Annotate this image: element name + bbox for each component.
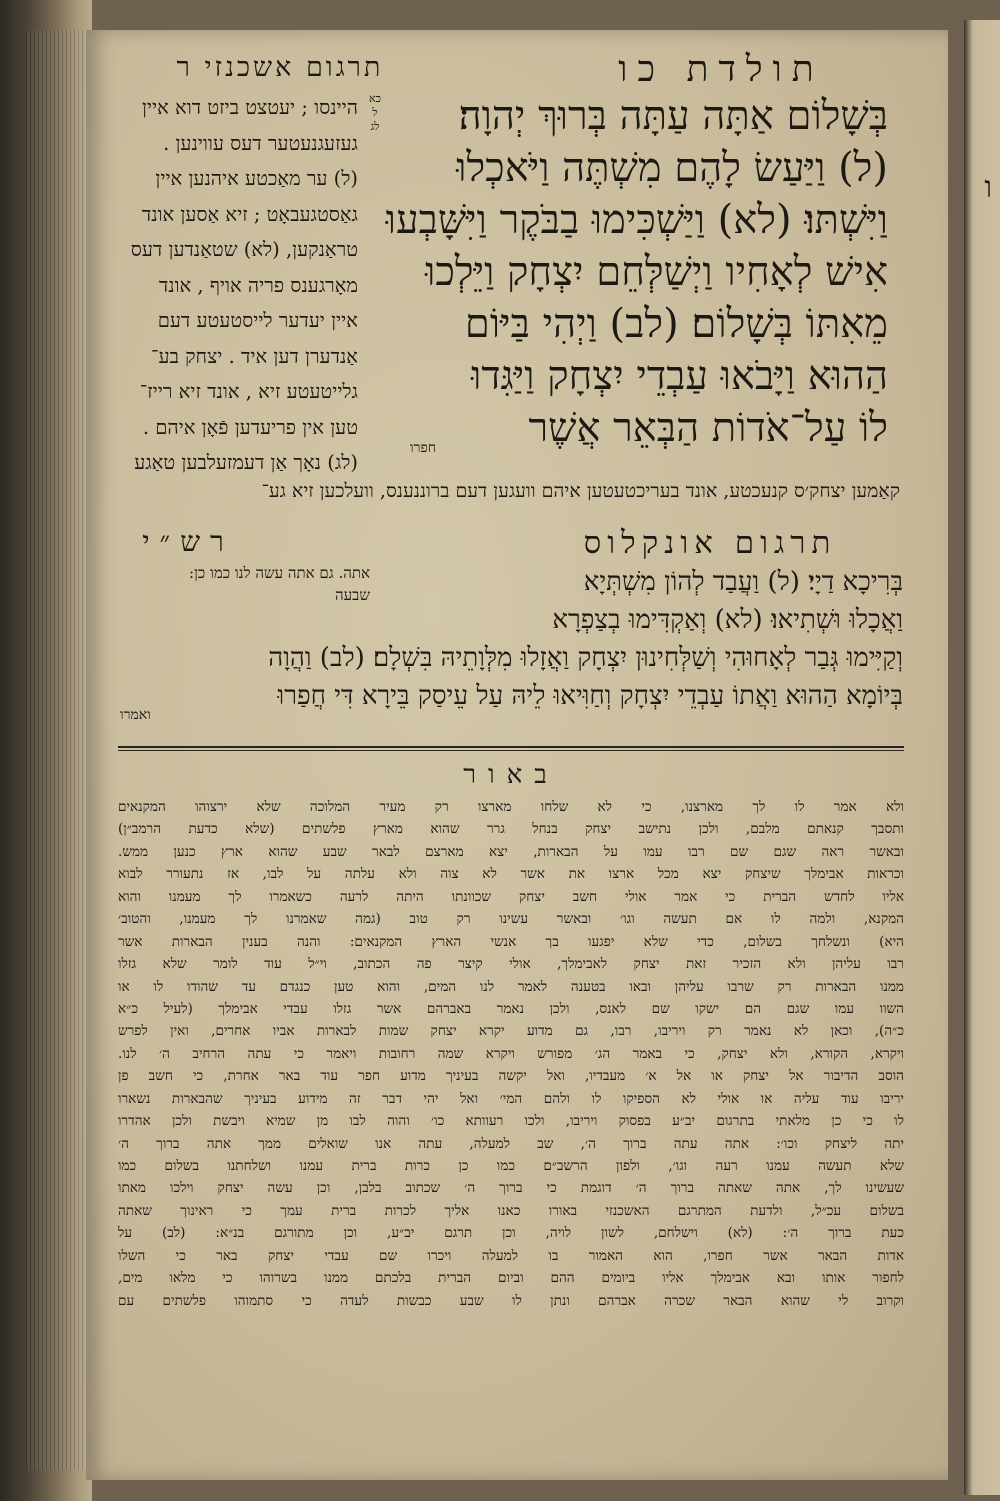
main-text-line: לוֹ עַל־אֹדוֹת הַבְּאֵר אֲשֶׁר (528, 405, 888, 451)
beur-line: שעשינו לך, אתה שאתה ברוך ה׳ דוגמת כי ברוך ה׳ שכתוב בלבן, וכן עשה יצחק וילכו מאתו (118, 1180, 904, 1197)
onkelos-catchword: ואמרו (120, 707, 151, 723)
beur-commentary (118, 796, 904, 1312)
beur-line: כ״ה), וכאן לא נאמר רק ויריבו, רבו, גם מדוע יקרא יצחק שמות לבארות אביו אחרים, ואין לפרש (118, 1023, 904, 1040)
yiddish-line: גאַסטגעבאָט ; זיא אַסען אונד (141, 202, 358, 226)
main-text-line: וַיִּשְׁתּוּ׃ (לא) וַיַּשְׁכִּימוּ בַבֹּקֶר וַיִּשָּׁבְעוּ (385, 197, 888, 243)
beur-header: באור (463, 760, 559, 790)
yiddish-line: אַנדערן דען איד . יצחק בע־ (151, 344, 358, 368)
beur-line: רבו עליהן ולא הזכיר זאת יצחק לאבימלך, אולי קיצר פה הכתוב, וי״ל עוד לומר שלא גזלו (118, 956, 904, 973)
onkelos-line: וַאֲכָלוּ וּשְׁתִיאוּ׃ (לא) וְאַקְדִּימוּ בְצַפְרָא (552, 605, 903, 635)
yiddish-line: געזעגנעטער דעס עווינען . (163, 131, 358, 155)
onkelos-column (118, 563, 903, 715)
yiddish-column-header: תרגום אשכנזי ר (176, 52, 384, 83)
beur-line: וקרוב לי שהוא הבאר שכרה אברהם ונתן לו שבע כבשות לעדה כי סתמוהו פלשתים עם (118, 1292, 904, 1309)
parsha-running-header: תולדת כו (618, 49, 824, 90)
rashi-header: רש״י (142, 525, 234, 558)
yiddish-translation-column (118, 90, 358, 481)
beur-line: ויקרא, הקורא, ולא יצחק, כי באמר הג׳ מפורש ויקרא שמה רחובות ויאמר כי עתה הרחיב ה׳ לנו. (118, 1045, 904, 1062)
beur-line: ממנו הבארות רק שרבו עליהן ובאו בטענה לאמר לנו המים, והוא טען כנגדם עד שהודו לו או (118, 978, 904, 995)
yiddish-line: טען אין פריעדען פֿאָן איהם . (142, 415, 358, 439)
main-text-line: (ל) וַיַּעַשׂ לָהֶם מִשְׁתֶּה וַיֹּאכְלוּ (456, 145, 888, 191)
margin-verse-refs (360, 92, 390, 134)
onkelos-line: בְּרִיכָא דַיָי׃ (ל) וַעֲבַד לְהוֹן מִשְׁתְּיָא (583, 567, 903, 597)
facing-page-glyph: ו (984, 170, 992, 205)
rashi-line: אתה. גם אתה עשה לנו כמו כן: (189, 564, 370, 582)
main-text-line: מֵאִתּוֹ בְּשָׁלוֹם׃ (לב) וַיְהִי בַּיּוֹם (464, 301, 888, 347)
beur-line: יריבו עוד עליה או אולי לא הספיקו לו ולהם המי׳ ואל יהי דבר זה מידוע בעיניך שהבארות נשארו (118, 1090, 904, 1107)
beur-line: הוסב הדיבור אל יצחק או אל א׳ מעבדיו, ואל יקשה בעיניך מדוע חפר עוד באר אחרת, כי חשב פן (118, 1068, 904, 1085)
yiddish-line: (לג) נאָך אַן דעמזעלבען טאַגע (134, 451, 358, 474)
yiddish-line: (ל) ער מאַכטע איהנען איין (155, 167, 358, 190)
main-text-line: בְּשָׁלוֹם אַתָּה עַתָּה בְּרוּךְ יְהוָה׃ (458, 93, 888, 139)
beur-line: ותסבך קנאתם מלבם, ולכן נתישב יצחק בנחל גרר שהוא מארץ פלשתים (שלא כדעת הרמב״ן) (118, 821, 904, 838)
divider-rule (118, 750, 904, 751)
rashi-line: שבעה (335, 586, 370, 604)
beur-line: לחפור אותו ובא אבימלך אליו ביומים ההם וביום הברית בלכתם ממנו בשרוהו כי מלאו מים, (118, 1270, 904, 1287)
page-edges (26, 30, 86, 1470)
yiddish-line: היינסו ; יעטצט ביזט דוא איין (141, 96, 358, 119)
margin-ref: ל (372, 106, 378, 119)
divider-rule (118, 746, 904, 748)
onkelos-header: תרגום אונקלוס (583, 525, 837, 561)
beur-line: שלא תעשה עמנו רעה וגו׳, ולפון הרשב״ם כמו כן כרות ברית עמנו ושלחתנו בשלום כמו (118, 1158, 904, 1174)
beur-line: השוו עמו שגם הם ישקו שם לאנס, ולכן נאמר באברהם אשר גזלו עבדי אבימלך (לעיל כ״א (118, 1000, 904, 1017)
beur-line: אדות הבאר אשר חפרו, הוא האמור בו למעלה ויכרו שם עבדי יצחק באר כי השלו (118, 1247, 904, 1264)
beur-line: בשלום עכ״ל, ולדעת המתרגם האשכנזי באורו כאנו אליך לכרות ברית עמך כי ראינוך שאתה (118, 1202, 904, 1219)
margin-ref: כא (369, 92, 381, 105)
main-catchword: חפרו (410, 440, 437, 456)
margin-ref: לג (370, 120, 380, 133)
yiddish-line: גלייטעטע זיא , אונד זיא רייז־ (139, 380, 358, 403)
yiddish-line: מאָרגענס פריה אויף , אונד (158, 273, 358, 297)
beur-line: לו כי כן מלאתי בתרגום יב״ע בפסוק ויריבו, ולכו רעוותא כו׳ והוה לבו מן שמיא ויבשת ולכן אהדרו (118, 1113, 904, 1130)
beur-line: היא) ונשלחך בשלום, כדי שלא יפגעו בך אנשי הארץ המקנאים: והנה בענין הבארות אשר (118, 933, 904, 950)
beur-line: אליו לחדש הברית כי אמר אולי חשב יצחק שכוונתו היתה לרעה כשאמרו לך מעמנו והוא (118, 888, 904, 905)
main-hebrew-text (385, 90, 888, 454)
beur-line: וכראות אבימלך שיצחק יצא מכל ארצו את אשר לא צוה ולא עלתה על לבו, אז נתעורר לבוא (118, 866, 904, 883)
facing-page-edge (964, 20, 1000, 1495)
beur-line: המקנא, ולמה לו אם תעשה וגו׳ ובאשר עשינו רק טוב (גמה שאמרנו לך מעמנו, והטוב׳ (118, 911, 904, 928)
yiddish-continuation-line: קאַמען יצחק׳ס קנעכטע, אונד בעריכטעטען איהם וועגען דעם ברוננענס, וועלכען זיא גע־ (261, 480, 900, 502)
beur-line: ולא אמר לו לך מארצנו, כי לא שלחו מארצו רק מעיר המלוכה שלא ירצוהו המקנאים (118, 799, 904, 815)
yiddish-line: איין יעדער לייסטעטע דעם (157, 309, 358, 332)
onkelos-line: וְקַיִּימוּ גְּבַר לְאָחוּהִי וְשַׁלְּחִינוּן יִצְחָק וַאֲזָלוּ מִלְּוָתֵיהּ בִּשְׁלָם׃ (לב) וַהֲוָה (268, 643, 903, 673)
beur-line: כעת ברוך ה׳: (לא) וישלחם, לשון לויה, וכן תרגם יב״ע, וכן מתורגם בנ״א: (לב) על (118, 1225, 904, 1242)
beur-line: ובאשר ראה שגם שם רבו עמו על הבארות, יצא מארצם לבאר שבע שהוא ארץ כנען ממש. (118, 843, 904, 860)
yiddish-line: טראַנקען, (לא) שטאַנדען דעס (130, 238, 358, 261)
main-text-line: אִישׁ לְאָחִיו וַיְשַׁלְּחֵם יִצְחָק וַיֵּלְכוּ (425, 249, 888, 295)
beur-line: יתה ליצחק וכו׳: אתה עתה ברוך ה׳, שב למעלה, עתה אנו שואלים ממך אתה ברוך ה׳ (118, 1135, 904, 1152)
main-text-line: הַהוּא וַיָּבֹאוּ עַבְדֵי יִצְחָק וַיַּגִּדוּ (471, 353, 888, 399)
onkelos-line: בְּיוֹמָא הַהוּא וַאֲתוֹ עַבְדֵי יִצְחָק וְחַוִּיאוּ לֵיהּ עַל עֵיסַק בֵּירָא דִּי חֲפַרוּ (277, 681, 903, 711)
